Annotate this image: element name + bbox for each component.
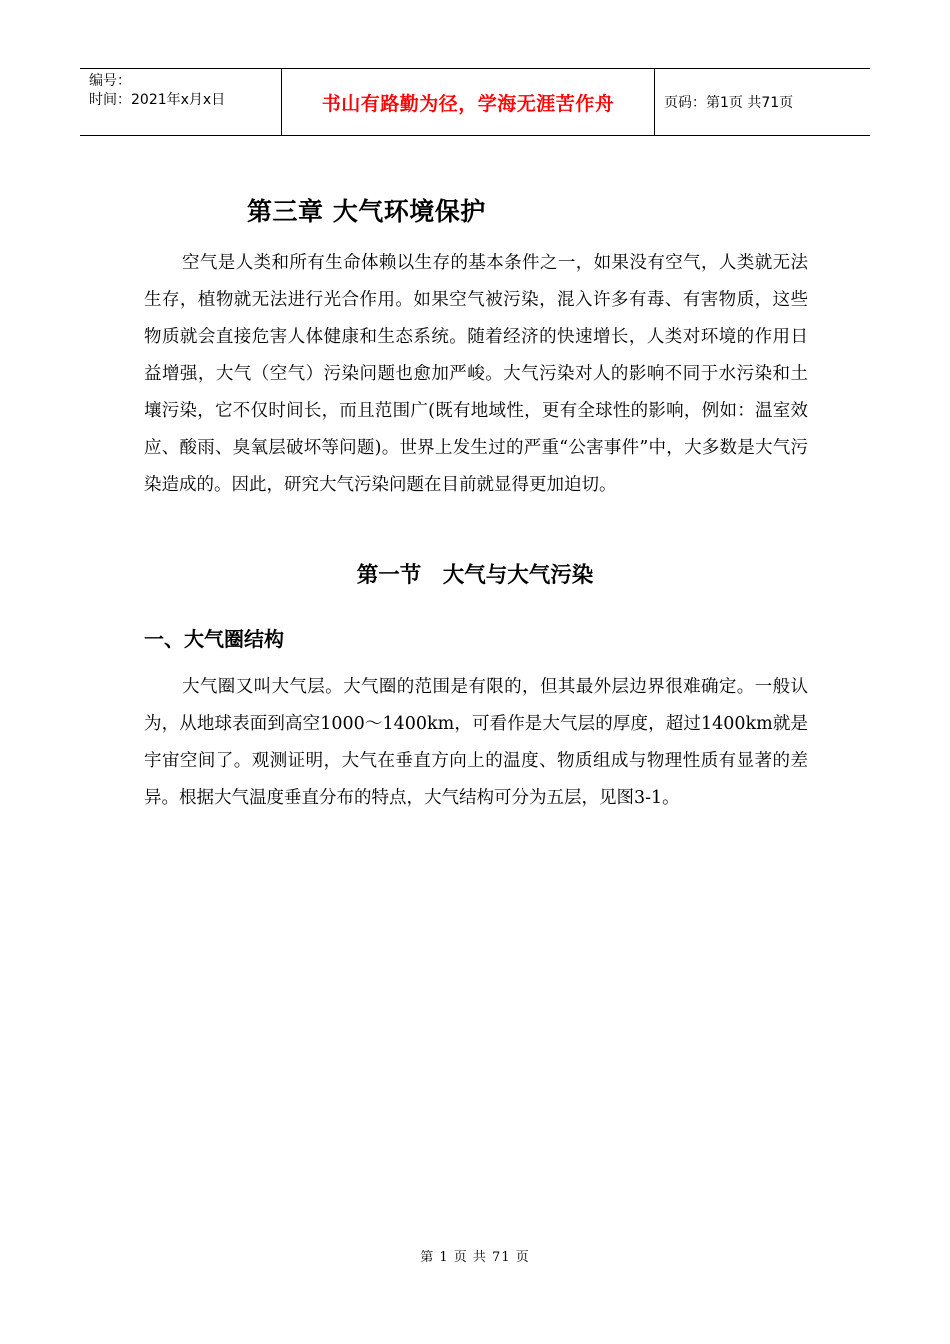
- header-meta-cell: [80, 69, 282, 135]
- chapter-title: 第三章 大气环境保护: [247, 197, 486, 226]
- body-paragraph: 大气圈又叫大气层。大气圈的范围是有限的，但其最外层边界很难确定。一般认为，从地球表面到高空1000～1400km，可看作是大气层的厚度，超过1400km就是宇宙空间了。观测证明，大气在垂直方向上的温度、物质组成与物理性质有显著的差异。根据大气温度垂直分布的特点，大气结构可分为五层，见图3-1。: [144, 677, 808, 808]
- page-footer: 第 1 页 共 71 页: [420, 1250, 530, 1265]
- section-title: 第一节 大气与大气污染: [356, 563, 594, 588]
- intro-paragraph: 空气是人类和所有生命体赖以生存的基本条件之一，如果没有空气，人类就无法生存，植物就无法进行光合作用。如果空气被污染，混入许多有毒、有害物质，这些物质就会直接危害人体健康和生态系统。随着经济的快速增长，人类对环境的作用日益增强，大气（空气）污染问题也愈加严峻。大气污染对人的影响不同于水污染和土壤污染，它不仅时间长，而且范围广(既有地域性，更有全球性的影响，例如：温室效应、酸雨、臭氧层破坏等问题)。世界上发生过的严重“公害事件”中，大多数是大气污染造成的。因此，研究大气污染问题在目前就显得更加迫切。: [144, 253, 808, 495]
- date-line: 时间：2021年x月x日: [89, 92, 226, 108]
- serial-number-label: 编号：: [89, 73, 131, 89]
- document-header: [80, 68, 870, 136]
- header-motto: 书山有路勤为径，学海无涯苦作舟: [282, 69, 655, 135]
- header-page-info: 页码：第1页 共71页: [664, 95, 794, 111]
- subheading: 一、大气圈结构: [144, 627, 284, 651]
